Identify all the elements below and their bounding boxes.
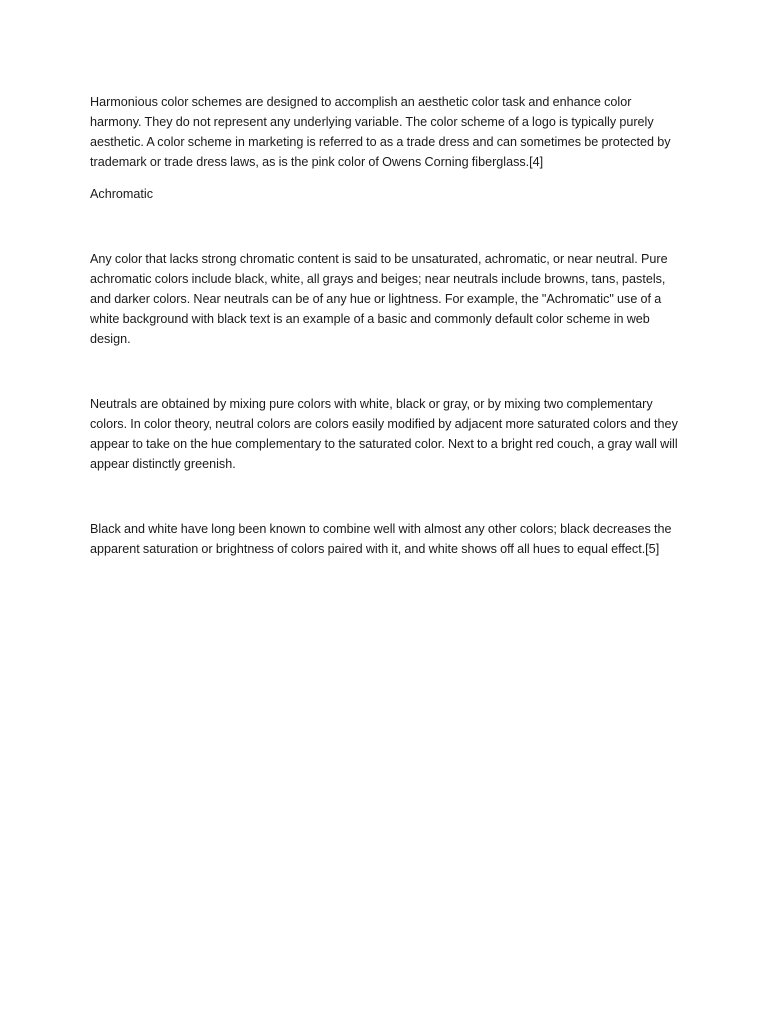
document-body [90, 92, 680, 559]
section-heading-achromatic: Achromatic [90, 187, 153, 201]
paragraph-harmonious-color-schemes: Harmonious color schemes are designed to accomplish an aesthetic color task and enhance color harmony. They do not represent any underlying variable. The color scheme of a logo is typically purely aesthetic. A color scheme in marketing is referred to as a trade dress and can sometimes be protected by trademark or trade dress laws, as is the pink color of Owens Corning fiberglass.[4] [90, 95, 671, 169]
paragraph-black-and-white: Black and white have long been known to combine well with almost any other colors; black decreases the apparent saturation or brightness of colors paired with it, and white shows off all hues to equal effect.[5] [90, 522, 672, 556]
paragraph-achromatic-colors: Any color that lacks strong chromatic content is said to be unsaturated, achromatic, or near neutral. Pure achromatic colors include black, white, all grays and beiges; near neutrals include browns, tans, pastels, and darker colors. Near neutrals can be of any hue or lightness. For example, the "Achromatic" use of a white background with black text is an example of a basic and commonly default color scheme in web design. [90, 252, 668, 346]
paragraph-neutrals: Neutrals are obtained by mixing pure colors with white, black or gray, or by mixing two complementary colors. In color theory, neutral colors are colors easily modified by adjacent more saturated colors and they appear to take on the hue complementary to the saturated color. Next to a bright red couch, a gray wall will appear distinctly greenish. [90, 397, 678, 471]
